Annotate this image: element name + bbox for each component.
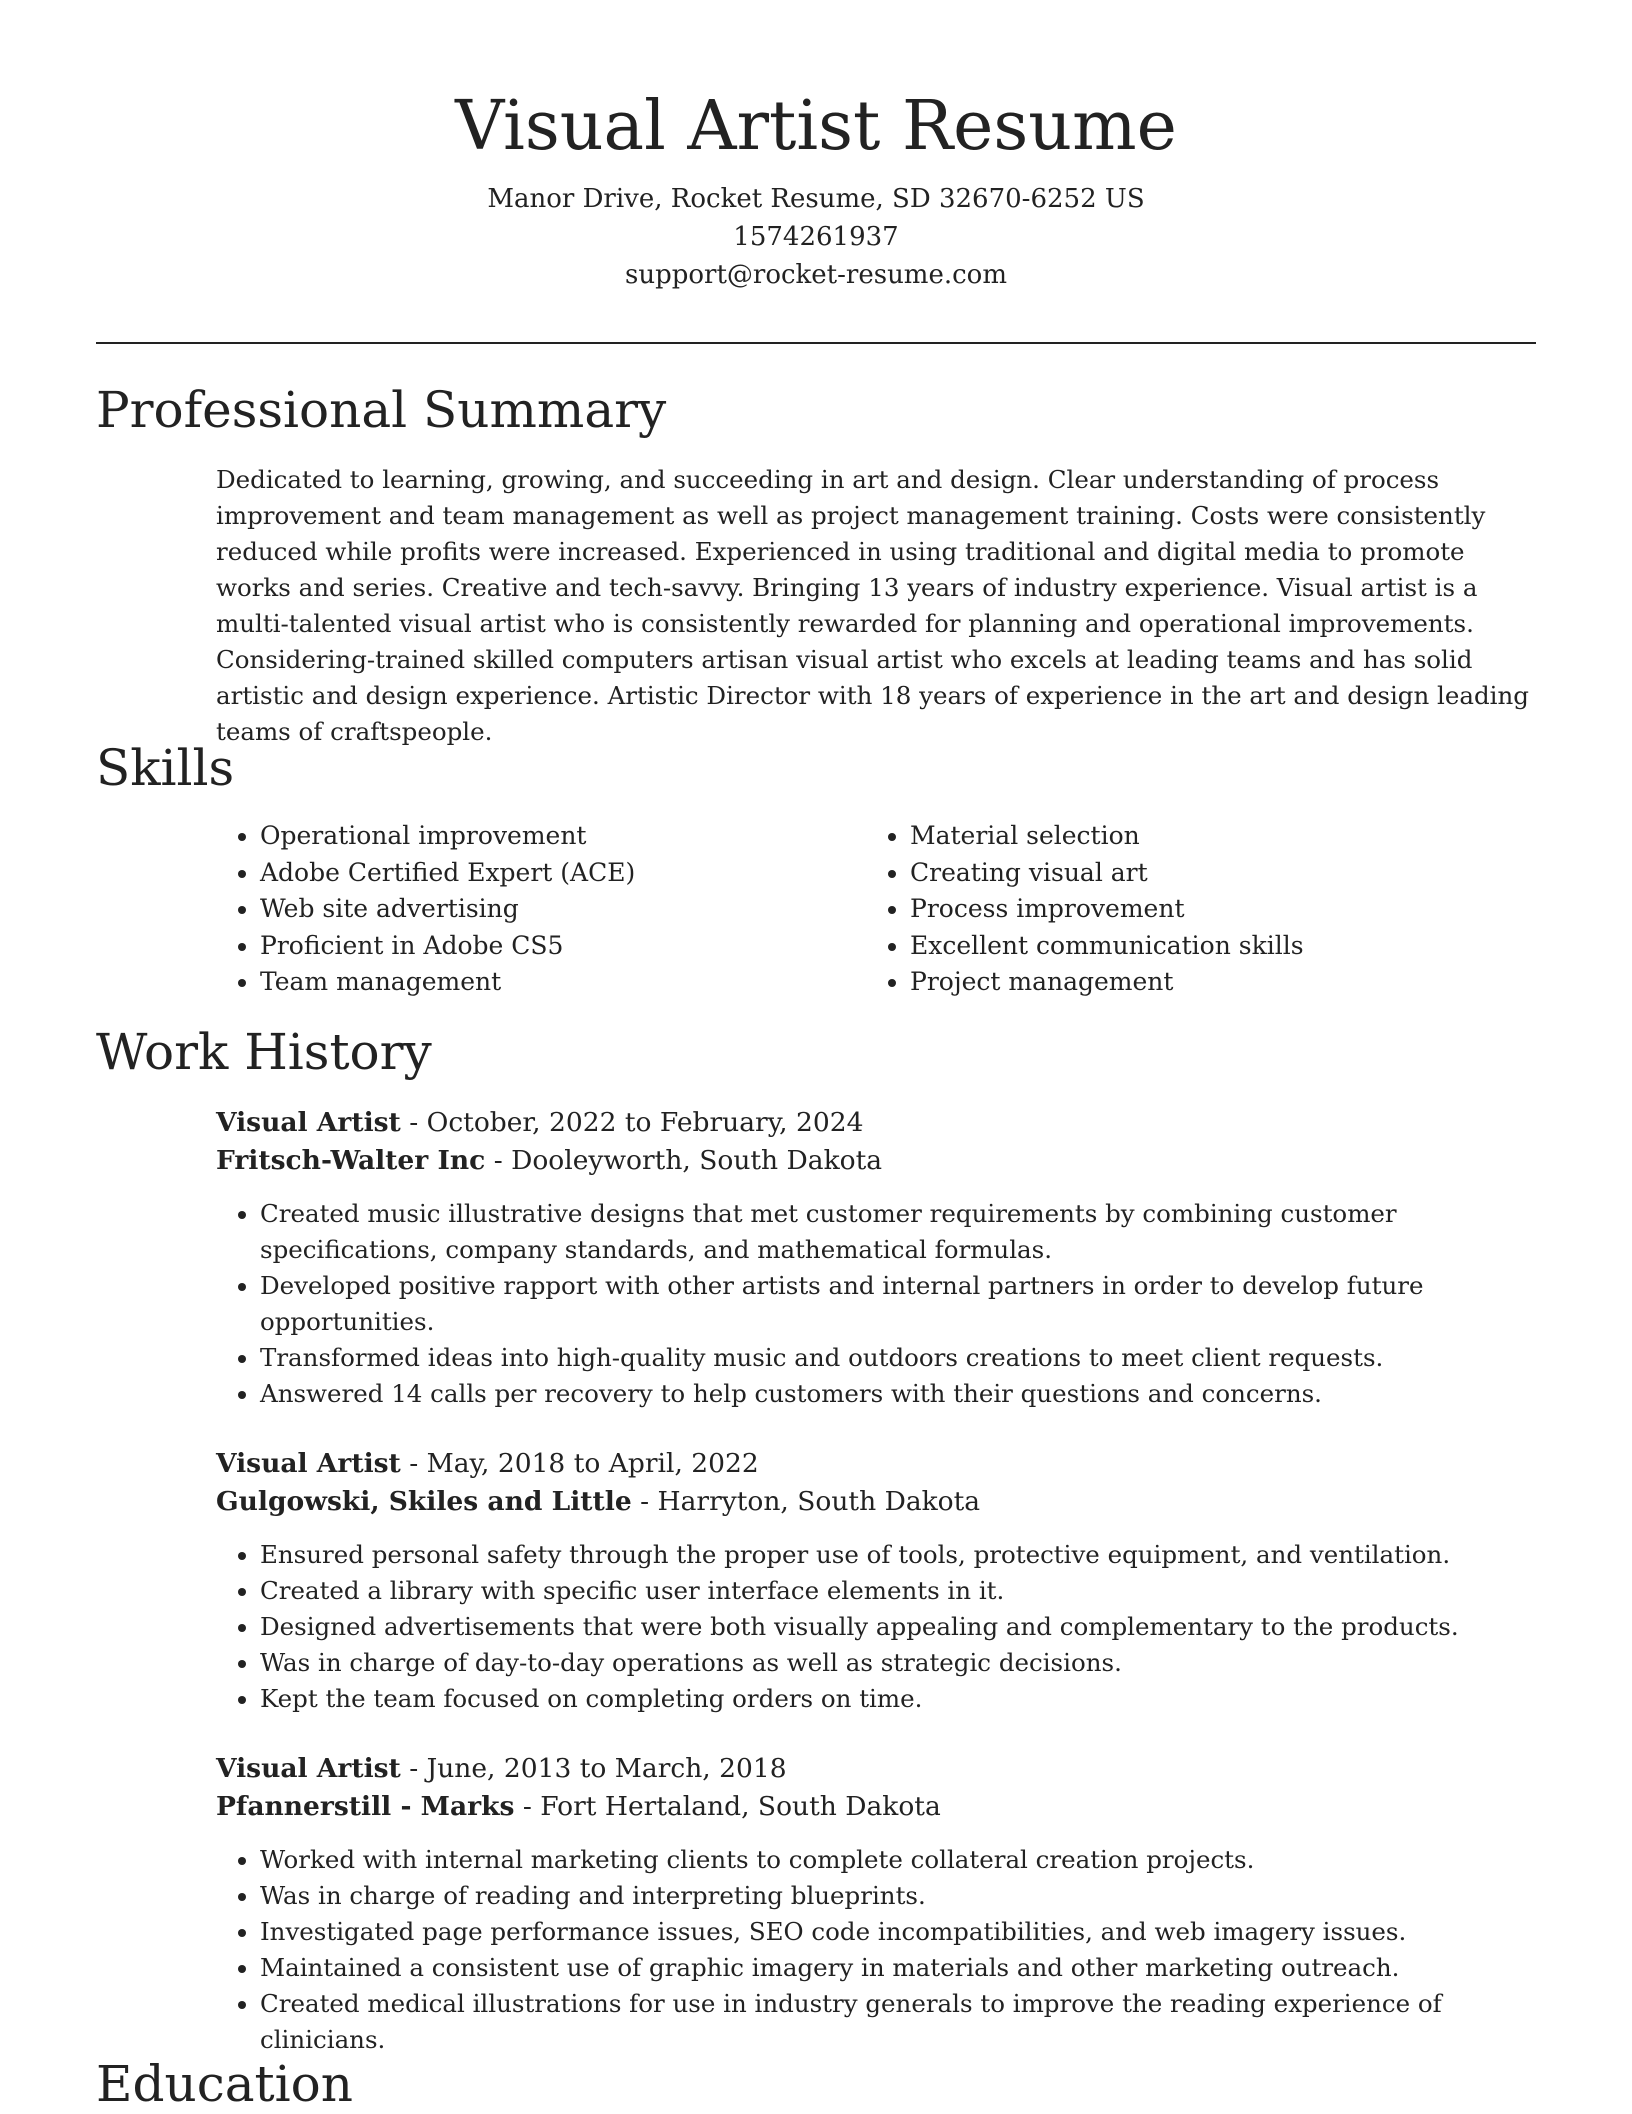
job-title-line <box>216 1104 1536 1142</box>
skill-item: • Adobe Certified Expert (ACE) <box>260 855 866 892</box>
duty-item: • Was in charge of day-to-day operations as well as strategic decisions. <box>260 1645 1536 1681</box>
duty-item: • Transformed ideas into high-quality music and outdoors creations to meet client requests. <box>260 1340 1536 1376</box>
skill-item: • Operational improvement <box>260 818 866 855</box>
company-name: Fritsch-Walter Inc <box>216 1145 486 1176</box>
resume-header <box>0 0 1632 294</box>
skill-item: • Material selection <box>910 818 1516 855</box>
skill-item: • Project management <box>910 964 1516 1001</box>
duty-item: • Created medical illustrations for use in industry generals to improve the reading experience of clinicians. <box>260 1986 1536 2058</box>
company-name: Gulgowski, Skiles and Little <box>216 1486 632 1517</box>
job-company-line <box>216 1483 1536 1521</box>
job-dates: - June, 2013 to March, 2018 <box>400 1753 787 1784</box>
skills-heading: Skills <box>96 739 235 797</box>
job-company-line <box>216 1142 1536 1180</box>
skill-item: • Proficient in Adobe CS5 <box>260 928 866 965</box>
job-location: - Harryton, South Dakota <box>631 1486 981 1517</box>
job-title-line <box>216 1445 1536 1483</box>
job-role: Visual Artist <box>216 1753 401 1784</box>
duty-item: • Designed advertisements that were both visually appealing and complementary to the products. <box>260 1609 1536 1645</box>
resume-title: Visual Artist Resume <box>455 87 1177 166</box>
skill-item: • Creating visual art <box>910 855 1516 892</box>
duty-item: • Investigated page performance issues, SEO code incompatibilities, and web imagery issues. <box>260 1914 1536 1950</box>
job-dates: - October, 2022 to February, 2024 <box>400 1107 864 1138</box>
skill-item: • Web site advertising <box>260 891 866 928</box>
duty-item: • Maintained a consistent use of graphic imagery in materials and other marketing outreach. <box>260 1950 1536 1986</box>
duty-item: • Answered 14 calls per recovery to help customers with their questions and concerns. <box>260 1376 1536 1412</box>
summary-heading: Professional Summary <box>96 381 667 439</box>
job-duties <box>216 1537 1536 1717</box>
email-address: support@rocket-resume.com <box>624 260 1007 290</box>
address: Manor Drive, Rocket Resume, SD 32670-6252 US <box>487 184 1145 214</box>
work-history-heading: Work History <box>96 1023 432 1081</box>
job-role: Visual Artist <box>216 1448 401 1479</box>
duty-item: • Was in charge of reading and interpreting blueprints. <box>260 1878 1536 1914</box>
job-entry <box>216 1104 1536 1412</box>
duty-item: • Worked with internal marketing clients to complete collateral creation projects. <box>260 1842 1536 1878</box>
job-duties <box>216 1842 1536 2058</box>
skills-column-right <box>866 818 1516 1001</box>
duty-item: • Kept the team focused on completing orders on time. <box>260 1681 1536 1717</box>
duty-item: • Created music illustrative designs that met customer requirements by combining customer specifications, company standards, and mathematical formulas. <box>260 1196 1536 1268</box>
contact-info <box>0 180 1632 294</box>
job-duties <box>216 1196 1536 1412</box>
job-location: - Fort Hertaland, South Dakota <box>514 1791 941 1822</box>
job-title-line <box>216 1750 1536 1788</box>
company-name: Pfannerstill - Marks <box>216 1791 515 1822</box>
skills-list <box>216 818 1536 1001</box>
duty-item: • Developed positive rapport with other artists and internal partners in order to develop future opportunities. <box>260 1268 1536 1340</box>
phone-number: 1574261937 <box>733 222 899 252</box>
duty-item: • Ensured personal safety through the proper use of tools, protective equipment, and ventilation. <box>260 1537 1536 1573</box>
job-role: Visual Artist <box>216 1107 401 1138</box>
summary-text: Dedicated to learning, growing, and succeeding in art and design. Clear understanding of process improvement and team management as well as project management training. Costs were consistently reduced while profits were increased. Experienced in using traditional and digital media to promote works and series. Creative and tech-savvy. Bringing 13 years of industry experience. Visual artist is a multi-talented visual artist who is consistently rewarded for planning and operational improvements. Considering-trained skilled computers artisan visual artist who excels at leading teams and has solid artistic and design experience. Artistic Director with 18 years of experience in the art and design leading teams of craftspeople. <box>216 465 1529 746</box>
skill-item: • Team management <box>260 964 866 1001</box>
duty-item: • Created a library with specific user interface elements in it. <box>260 1573 1536 1609</box>
skill-item: • Process improvement <box>910 891 1516 928</box>
skill-item: • Excellent communication skills <box>910 928 1516 965</box>
job-dates: - May, 2018 to April, 2022 <box>400 1448 759 1479</box>
job-entry <box>216 1445 1536 1717</box>
job-entry <box>216 1750 1536 2058</box>
header-divider <box>96 342 1536 344</box>
education-heading: Education <box>96 2055 353 2113</box>
skills-column-left <box>216 818 866 1001</box>
job-location: - Dooleyworth, South Dakota <box>485 1145 883 1176</box>
job-company-line <box>216 1788 1536 1826</box>
